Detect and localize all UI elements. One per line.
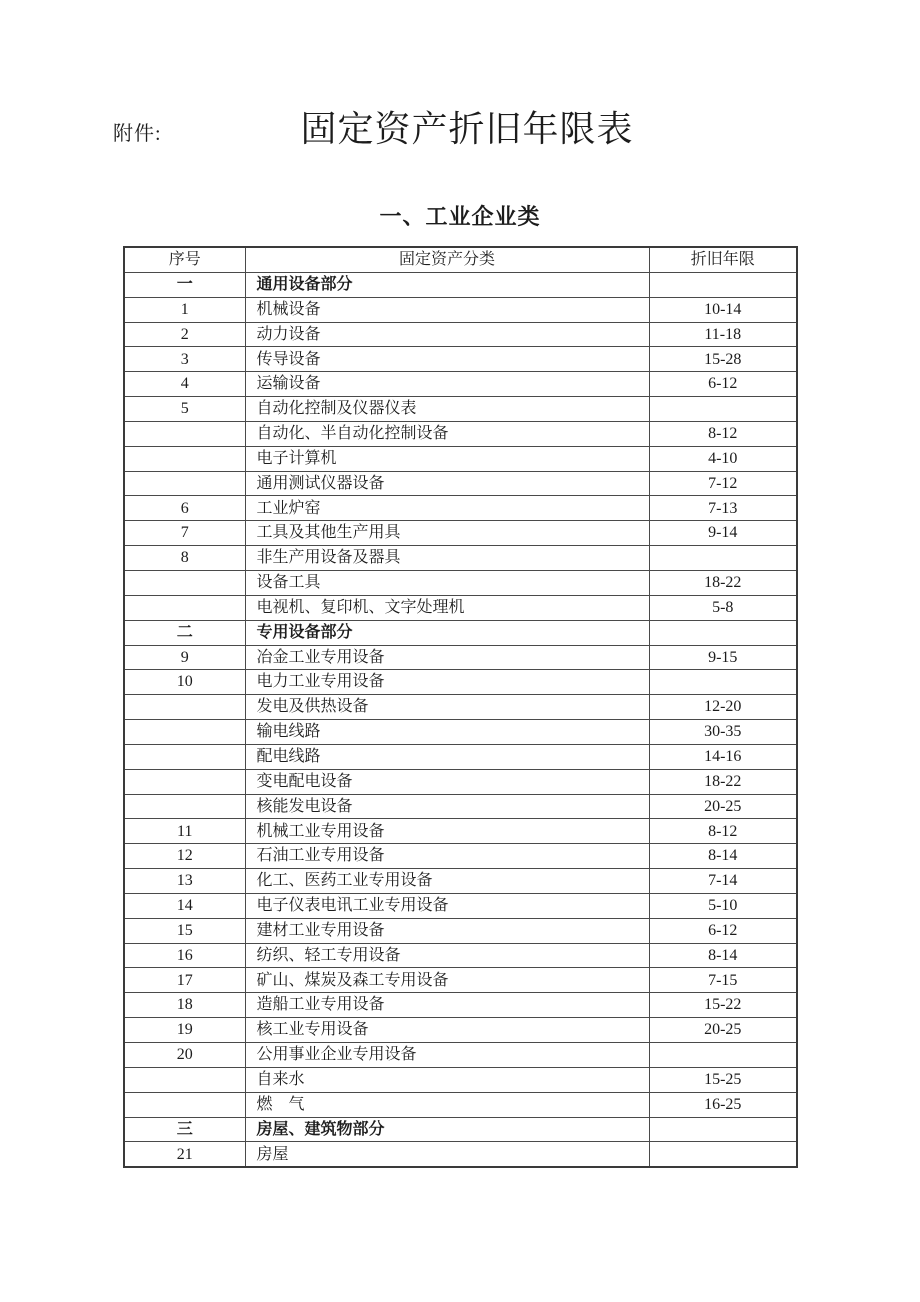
table-row [124, 347, 797, 372]
serial-cell: 2 [124, 322, 245, 347]
category-cell: 输电线路 [245, 720, 649, 745]
years-cell: 20-25 [649, 1018, 797, 1043]
table-row [124, 893, 797, 918]
category-cell: 自来水 [245, 1067, 649, 1092]
category-cell: 传导设备 [245, 347, 649, 372]
serial-cell: 二 [124, 620, 245, 645]
table-row [124, 546, 797, 571]
serial-cell: 18 [124, 993, 245, 1018]
serial-cell [124, 446, 245, 471]
serial-cell: 7 [124, 521, 245, 546]
years-cell: 7-14 [649, 869, 797, 894]
years-cell: 8-12 [649, 819, 797, 844]
years-cell [649, 546, 797, 571]
category-cell: 机械工业专用设备 [245, 819, 649, 844]
serial-cell [124, 421, 245, 446]
table-row [124, 670, 797, 695]
column-header-serial: 序号 [124, 247, 245, 272]
serial-cell: 4 [124, 372, 245, 397]
table-row [124, 869, 797, 894]
years-cell: 8-14 [649, 844, 797, 869]
category-cell: 专用设备部分 [245, 620, 649, 645]
category-cell: 运输设备 [245, 372, 649, 397]
years-cell: 14-16 [649, 744, 797, 769]
serial-cell: 21 [124, 1142, 245, 1167]
category-cell: 工业炉窑 [245, 496, 649, 521]
table-row [124, 1043, 797, 1068]
table-row [124, 695, 797, 720]
category-cell: 自动化控制及仪器仪表 [245, 397, 649, 422]
table-row [124, 993, 797, 1018]
category-cell: 化工、医药工业专用设备 [245, 869, 649, 894]
serial-cell: 5 [124, 397, 245, 422]
years-cell [649, 620, 797, 645]
years-cell: 4-10 [649, 446, 797, 471]
category-cell: 房屋、建筑物部分 [245, 1117, 649, 1142]
category-cell: 自动化、半自动化控制设备 [245, 421, 649, 446]
serial-cell [124, 1067, 245, 1092]
table-row [124, 1142, 797, 1167]
serial-cell [124, 720, 245, 745]
category-cell: 燃 气 [245, 1092, 649, 1117]
years-cell: 9-14 [649, 521, 797, 546]
years-cell [649, 1117, 797, 1142]
table-row [124, 446, 797, 471]
table-row [124, 645, 797, 670]
years-cell: 6-12 [649, 372, 797, 397]
category-cell: 电子仪表电讯工业专用设备 [245, 893, 649, 918]
category-cell: 纺织、轻工专用设备 [245, 943, 649, 968]
years-cell: 8-14 [649, 943, 797, 968]
years-cell: 30-35 [649, 720, 797, 745]
serial-cell [124, 744, 245, 769]
years-cell [649, 272, 797, 297]
serial-cell [124, 1092, 245, 1117]
category-cell: 通用设备部分 [245, 272, 649, 297]
years-cell: 15-28 [649, 347, 797, 372]
table-row [124, 918, 797, 943]
years-cell: 20-25 [649, 794, 797, 819]
table-row [124, 521, 797, 546]
table-row [124, 421, 797, 446]
depreciation-table [123, 246, 798, 1168]
serial-cell: 14 [124, 893, 245, 918]
serial-cell: 6 [124, 496, 245, 521]
years-cell: 7-15 [649, 968, 797, 993]
table-row [124, 720, 797, 745]
years-cell: 5-10 [649, 893, 797, 918]
years-cell: 11-18 [649, 322, 797, 347]
years-cell [649, 1043, 797, 1068]
years-cell [649, 670, 797, 695]
serial-cell [124, 794, 245, 819]
serial-cell: 三 [124, 1117, 245, 1142]
table-row [124, 1067, 797, 1092]
years-cell: 12-20 [649, 695, 797, 720]
years-cell: 9-15 [649, 645, 797, 670]
table-row [124, 1117, 797, 1142]
serial-cell: 9 [124, 645, 245, 670]
table-row [124, 322, 797, 347]
years-cell: 6-12 [649, 918, 797, 943]
serial-cell: 16 [124, 943, 245, 968]
category-cell: 建材工业专用设备 [245, 918, 649, 943]
category-cell: 矿山、煤炭及森工专用设备 [245, 968, 649, 993]
serial-cell: 17 [124, 968, 245, 993]
depreciation-table-body [124, 272, 797, 1167]
table-row [124, 819, 797, 844]
serial-cell: 15 [124, 918, 245, 943]
years-cell [649, 1142, 797, 1167]
serial-cell: 一 [124, 272, 245, 297]
category-cell: 非生产用设备及器具 [245, 546, 649, 571]
category-cell: 设备工具 [245, 570, 649, 595]
category-cell: 机械设备 [245, 297, 649, 322]
serial-cell [124, 695, 245, 720]
category-cell: 工具及其他生产用具 [245, 521, 649, 546]
category-cell: 动力设备 [245, 322, 649, 347]
category-cell: 冶金工业专用设备 [245, 645, 649, 670]
table-row [124, 570, 797, 595]
years-cell: 15-25 [649, 1067, 797, 1092]
attachment-label: 附件: [113, 123, 162, 145]
serial-cell [124, 595, 245, 620]
table-row [124, 769, 797, 794]
serial-cell: 20 [124, 1043, 245, 1068]
category-cell: 公用事业企业专用设备 [245, 1043, 649, 1068]
category-cell: 电视机、复印机、文字处理机 [245, 595, 649, 620]
table-row [124, 844, 797, 869]
category-cell: 石油工业专用设备 [245, 844, 649, 869]
section-heading: 一、工业企业类 [379, 204, 541, 229]
years-cell: 5-8 [649, 595, 797, 620]
years-cell: 10-14 [649, 297, 797, 322]
years-cell: 7-13 [649, 496, 797, 521]
serial-cell: 8 [124, 546, 245, 571]
serial-cell: 10 [124, 670, 245, 695]
category-cell: 电子计算机 [245, 446, 649, 471]
category-cell: 核能发电设备 [245, 794, 649, 819]
serial-cell: 1 [124, 297, 245, 322]
table-row [124, 968, 797, 993]
category-cell: 通用测试仪器设备 [245, 471, 649, 496]
years-cell: 7-12 [649, 471, 797, 496]
years-cell: 15-22 [649, 993, 797, 1018]
table-row [124, 272, 797, 297]
table-row [124, 943, 797, 968]
serial-cell: 13 [124, 869, 245, 894]
table-row [124, 496, 797, 521]
table-row [124, 620, 797, 645]
category-cell: 配电线路 [245, 744, 649, 769]
years-cell: 18-22 [649, 570, 797, 595]
category-cell: 变电配电设备 [245, 769, 649, 794]
serial-cell: 11 [124, 819, 245, 844]
years-cell: 18-22 [649, 769, 797, 794]
years-cell: 8-12 [649, 421, 797, 446]
serial-cell: 3 [124, 347, 245, 372]
years-cell: 16-25 [649, 1092, 797, 1117]
table-row [124, 744, 797, 769]
column-header-category: 固定资产分类 [245, 247, 649, 272]
category-cell: 核工业专用设备 [245, 1018, 649, 1043]
serial-cell: 19 [124, 1018, 245, 1043]
table-row [124, 1092, 797, 1117]
table-row [124, 397, 797, 422]
table-row [124, 471, 797, 496]
serial-cell [124, 769, 245, 794]
table-row [124, 372, 797, 397]
document-title: 固定资产折旧年限表 [300, 109, 634, 149]
years-cell [649, 397, 797, 422]
category-cell: 造船工业专用设备 [245, 993, 649, 1018]
table-row [124, 297, 797, 322]
table-row [124, 1018, 797, 1043]
category-cell: 电力工业专用设备 [245, 670, 649, 695]
category-cell: 发电及供热设备 [245, 695, 649, 720]
serial-cell: 12 [124, 844, 245, 869]
serial-cell [124, 471, 245, 496]
serial-cell [124, 570, 245, 595]
table-row [124, 794, 797, 819]
table-row [124, 595, 797, 620]
table-header-row [124, 247, 797, 272]
column-header-years: 折旧年限 [649, 247, 797, 272]
category-cell: 房屋 [245, 1142, 649, 1167]
